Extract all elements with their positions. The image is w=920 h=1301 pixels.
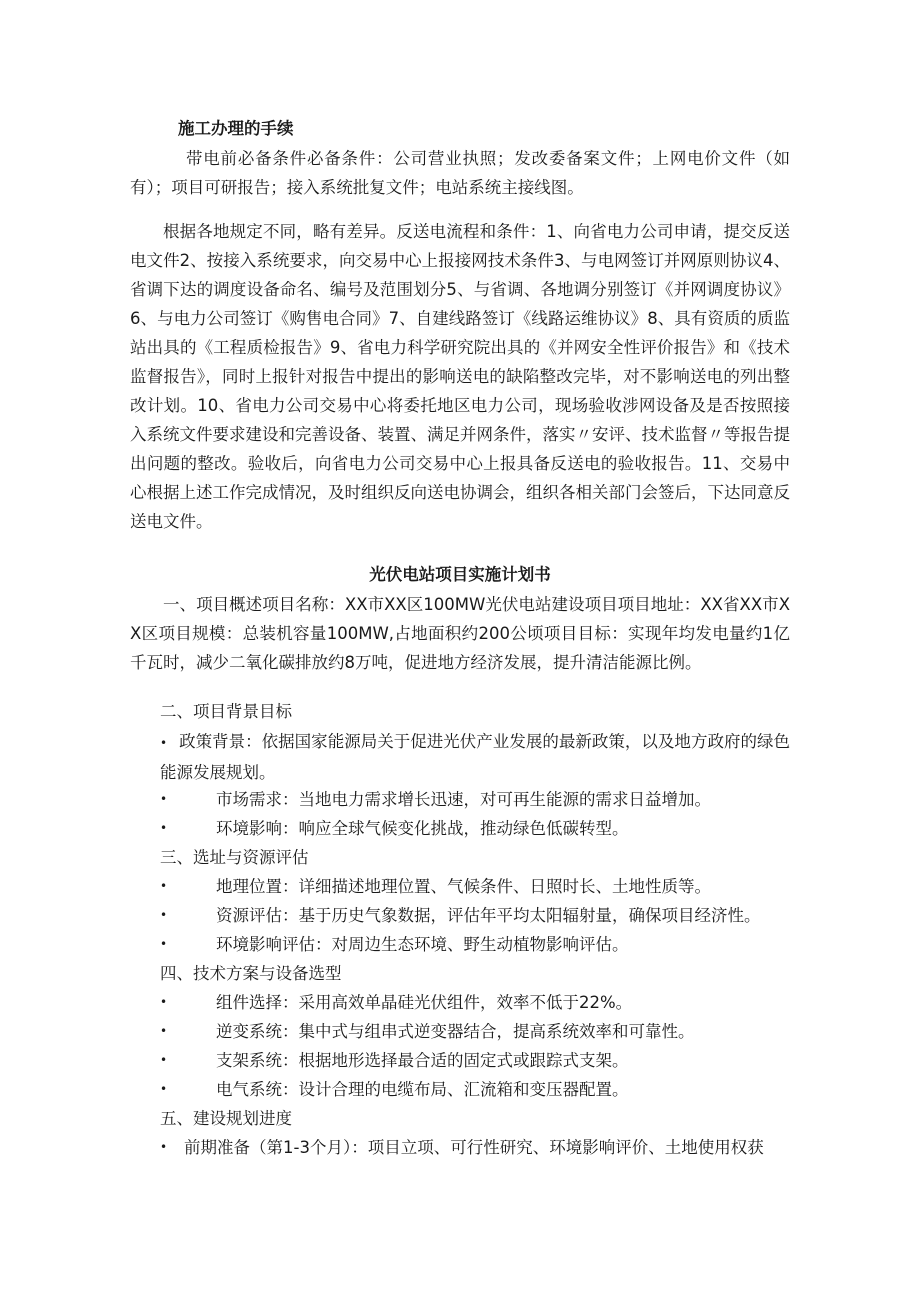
list-item-text: 支架系统：根据地形选择最合适的固定式或跟踪式支架。 bbox=[216, 1051, 629, 1070]
bullet-dot: • bbox=[160, 879, 168, 893]
bullet-dot: • bbox=[160, 821, 168, 835]
heading-site: 三、选址与资源评估 bbox=[160, 848, 309, 867]
list-item bbox=[160, 930, 800, 959]
heading-schedule: 五、建设规划进度 bbox=[160, 1109, 292, 1128]
list-item bbox=[160, 901, 800, 930]
bullet-dot: • bbox=[160, 792, 168, 806]
list-item-text: 环境影响：响应全球气候变化挑战，推动绿色低碳转型。 bbox=[216, 819, 629, 838]
list-item bbox=[160, 988, 800, 1017]
bullet-dot: • bbox=[160, 995, 168, 1009]
list-item-text: 环境影响评估：对周边生态环境、野生动植物影响评估。 bbox=[216, 935, 629, 954]
bullet-dot: • bbox=[160, 908, 168, 922]
bullet-policy bbox=[160, 727, 790, 787]
policy-text: 政策背景：依据国家能源局关于促进光伏产业发展的最新政策，以及地方政府的绿色能源发展规划。 bbox=[160, 732, 790, 782]
list-item-text: 市场需求：当地电力需求增长迅速，对可再生能源的需求日益增加。 bbox=[216, 790, 711, 809]
bullet-dot: • bbox=[160, 736, 168, 750]
paragraph-prerequisites: 带电前必备条件必备条件：公司营业执照；发改委备案文件；上网电价文件（如有）；项目可研报告；接入系统批复文件；电站系统主接线图。 bbox=[130, 149, 790, 197]
list-item bbox=[160, 1017, 800, 1046]
list-item bbox=[160, 872, 800, 901]
list-item-text: 逆变系统：集中式与组串式逆变器结合，提高系统效率和可靠性。 bbox=[216, 1022, 695, 1041]
list-item bbox=[160, 785, 800, 814]
bullet-dot: • bbox=[160, 937, 168, 951]
paragraph-backfeed-process: 根据各地规定不同，略有差异。反送电流程和条件：1、向省电力公司申请，提交反送电文件2、按接入系统要求，向交易中心上报接网技术条件3、与电网签订并网原则协议4、省调下达的调度设备命名、编号及范围划分5、与省调、各地调分别签订《并网调度协议》6、与电力公司签订《购售电合同》7、自建线路签订《线路运维协议》8、具有资质的质监站出具的《工程质检报告》9、省电力科学研究院出具的《并网安全性评价报告》和《技术监督报告》，同时上报针对报告中提出的影响送电的缺陷整改完毕，对不影响送电的列出整改计划。10、省电力公司交易中心将委托地区电力公司，现场验收涉网设备及是否按照接入系统文件要求建设和完善设备、装置、满足并网条件，落实〃安评、技术监督〃等报告提出问题的整改。验收后，向省电力公司交易中心上报具备反送电的验收报告。11、交易中心根据上述工作完成情况，及时组织反向送电协调会，组织各相关部门会签后，下达同意反送电文件。 bbox=[130, 222, 790, 531]
list-item bbox=[160, 1075, 800, 1104]
plan-title: 光伏电站项目实施计划书 bbox=[369, 565, 551, 584]
bullet-dot: • bbox=[160, 1082, 168, 1096]
list-item-text: 前期准备（第1-3个月）：项目立项、可行性研究、环境影响评价、土地使用权获 bbox=[184, 1138, 764, 1157]
bullet-dot: • bbox=[160, 1024, 168, 1038]
paragraph-overview: 一、项目概述项目名称：XX市XX区100MW光伏电站建设项目项目地址：XX省XX市XX区项目规模：总装机容量100MW,占地面积约200公顷项目目标：实现年均发电量约1亿千瓦时，减少二氧化碳排放约8万吨，促进地方经济发展，提升清洁能源比例。 bbox=[130, 595, 790, 672]
list-item-text: 地理位置：详细描述地理位置、气候条件、日照时长、土地性质等。 bbox=[216, 877, 711, 896]
bullet-dot: • bbox=[160, 1053, 168, 1067]
section-title: 施工办理的手续 bbox=[178, 119, 294, 138]
heading-background: 二、项目背景目标 bbox=[160, 702, 292, 721]
list-item bbox=[160, 1046, 800, 1075]
list-item-text: 电气系统：设计合理的电缆布局、汇流箱和变压器配置。 bbox=[216, 1080, 629, 1099]
list-item-text: 资源评估：基于历史气象数据，评估年平均太阳辐射量，确保项目经济性。 bbox=[216, 906, 761, 925]
list-item bbox=[160, 814, 800, 843]
list-item bbox=[160, 1133, 820, 1162]
list-item-text: 组件选择：采用高效单晶硅光伏组件，效率不低于22%。 bbox=[216, 993, 633, 1012]
bullet-dot: • bbox=[160, 1140, 168, 1154]
heading-tech: 四、技术方案与设备选型 bbox=[160, 964, 342, 983]
